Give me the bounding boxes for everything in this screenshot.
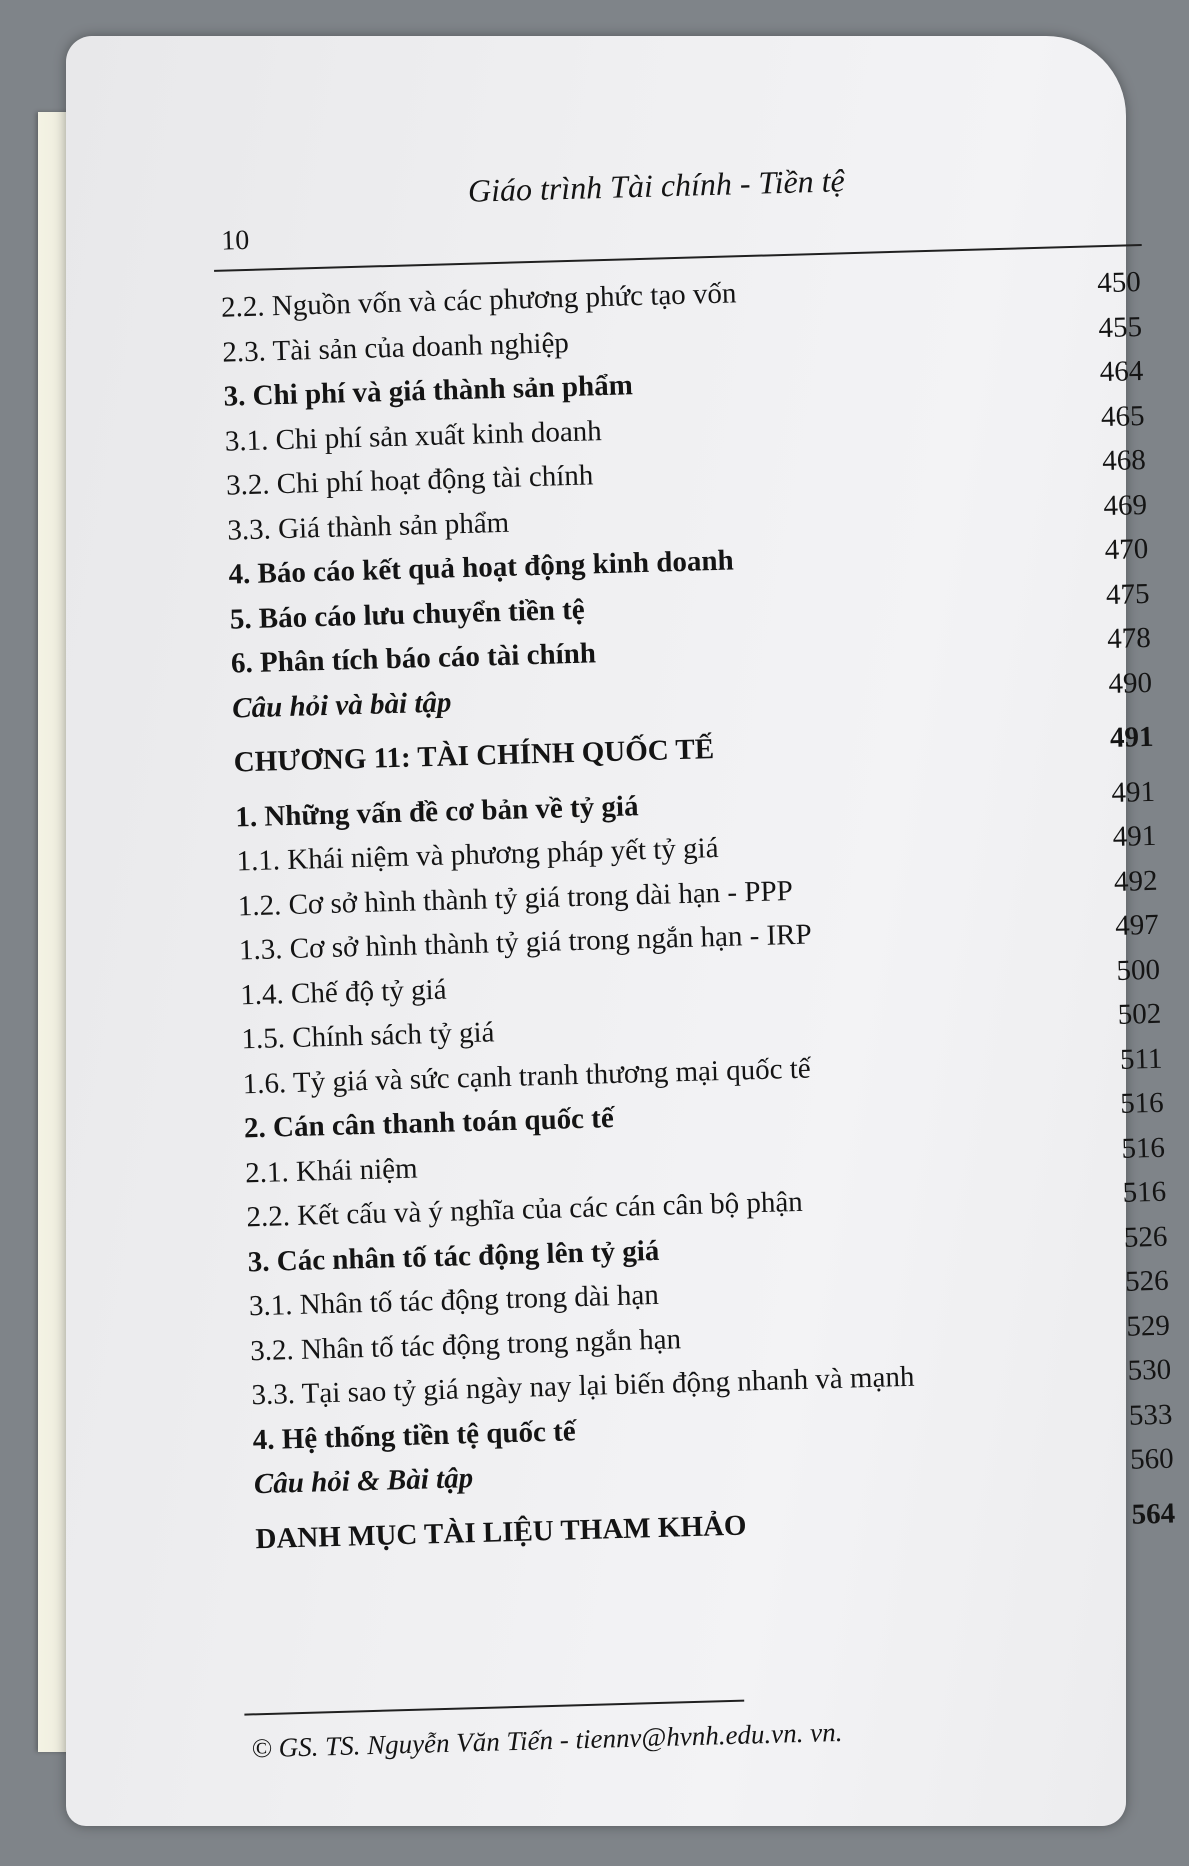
toc-entry-page: 468 (1101, 443, 1147, 478)
toc-entry-title: 5. Báo cáo lưu chuyển tiền tệ (229, 593, 586, 636)
toc-entry-page: 490 (1108, 666, 1153, 700)
toc-entry-title: DANH MỤC TÀI LIỆU THAM KHẢO (255, 1509, 747, 1555)
toc-entry-page: 475 (1105, 577, 1150, 611)
toc-entry-page: 478 (1106, 621, 1152, 656)
toc-entry-page: 491 (1111, 775, 1156, 809)
toc-entry-title: 3.1. Nhân tố tác động trong dài hạn (248, 1278, 660, 1323)
toc-entry-page: 465 (1100, 399, 1145, 433)
toc-entry-page: 470 (1104, 532, 1149, 567)
toc-entry-page: 491 (1109, 720, 1154, 755)
toc-entry-page: 502 (1117, 997, 1162, 1031)
toc-entry-page: 455 (1098, 310, 1143, 344)
toc-entry-title: 3.2. Nhân tố tác động trong ngắn hạn (249, 1322, 682, 1367)
toc-entry-page: 500 (1116, 953, 1161, 987)
toc-entry-title: 3. Chi phí và giá thành sản phẩm (223, 369, 634, 413)
toc-entry-title: 2.2. Kết cấu và ý nghĩa của các cán cân bộ phận (246, 1185, 804, 1234)
toc-entry-title: 1.1. Khái niệm và phương pháp yết tỷ giá (236, 832, 719, 878)
toc-entry-page: 564 (1131, 1497, 1176, 1531)
toc-entry-page: 533 (1128, 1398, 1173, 1432)
toc-entry-page: 529 (1125, 1309, 1171, 1343)
toc-entry-title: 2. Cán cân thanh toán quốc tế (243, 1102, 615, 1145)
toc-entry-page: 469 (1103, 488, 1148, 522)
toc-entry-title: 3.2. Chi phí hoạt động tài chính (225, 459, 594, 502)
toc-entry-title: 1.5. Chính sách tỷ giá (241, 1016, 495, 1056)
book-page (66, 36, 1176, 1826)
toc-entry-title: 1.2. Cơ sở hình thành tỷ giá trong dài hạn - PPP (237, 874, 794, 922)
toc-entry-title: 1.4. Chế độ tỷ giá (239, 973, 447, 1011)
toc-entry-title: CHƯƠNG 11: TÀI CHÍNH QUỐC TẾ (233, 733, 715, 779)
toc-entry-title: 4. Hệ thống tiền tệ quốc tế (252, 1414, 577, 1456)
page-sheet (136, 98, 1189, 1845)
toc-entry-page: 511 (1119, 1042, 1163, 1076)
toc-entry-title: 1.3. Cơ sở hình thành tỷ giá trong ngắn hạn - IRP (238, 918, 813, 967)
toc-entry-page: 526 (1124, 1264, 1170, 1298)
table-of-contents (136, 98, 1189, 1845)
toc-entry-page: 450 (1096, 266, 1142, 300)
toc-entry-title: 6. Phân tích báo cáo tài chính (230, 637, 597, 680)
toc-entry-title: Câu hỏi và bài tập (231, 685, 452, 725)
toc-entry-title: 3. Các nhân tố tác động lên tỷ giá (247, 1234, 660, 1278)
toc-entry-title: 3.3. Giá thành sản phẩm (226, 506, 510, 547)
toc-entry-page: 491 (1112, 819, 1157, 853)
toc-entry-page: 497 (1114, 908, 1160, 942)
toc-entry-page: 560 (1129, 1442, 1175, 1476)
toc-entry-title: 2.3. Tài sản của doanh nghiệp (221, 326, 570, 369)
toc-entry-page: 516 (1119, 1086, 1165, 1120)
toc-entry-page: 530 (1127, 1353, 1172, 1387)
toc-entry-title: 2.2. Nguồn vốn và các phương phức tạo vốn (220, 277, 737, 324)
toc-entry-title: 4. Báo cáo kết quả hoạt động kinh doanh (228, 544, 735, 591)
toc-entry-title: 3.3. Tại sao tỷ giá ngày nay lại biến động nhanh và mạnh (251, 1360, 915, 1412)
toc-entry-title: 3.1. Chi phí sản xuất kinh doanh (224, 414, 603, 458)
toc-entry-title: 1.6. Tỷ giá và sức cạnh tranh thương mại quốc tế (242, 1052, 812, 1100)
page-number: 10 (220, 224, 250, 257)
toc-entry-title: Câu hỏi & Bài tập (253, 1462, 474, 1501)
toc-entry-page: 464 (1099, 354, 1144, 389)
toc-entry-page: 516 (1120, 1131, 1166, 1165)
toc-entry-page: 516 (1122, 1175, 1167, 1209)
toc-entry-title: 2.1. Khái niệm (244, 1152, 419, 1189)
toc-entry-page: 492 (1113, 864, 1158, 898)
toc-entry-title: 1. Những vấn đề cơ bản về tỷ giá (234, 789, 639, 833)
toc-entry-page: 526 (1123, 1220, 1168, 1254)
footer-copyright: © GS. TS. Nguyễn Văn Tiến - tiennv@hvnh.edu.vn. vn. (250, 1716, 843, 1764)
header-title: Giáo trình Tài chính - Tiền tệ (467, 162, 846, 209)
